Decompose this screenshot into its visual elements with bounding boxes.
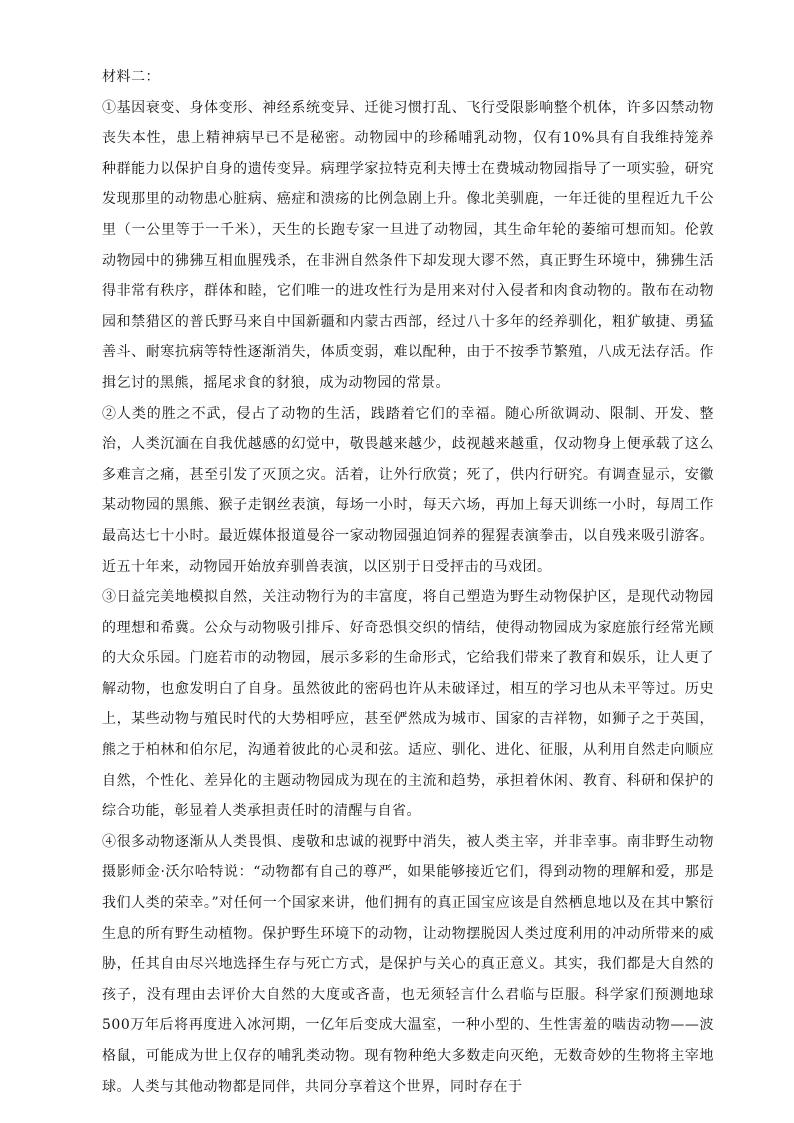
article-body bbox=[102, 62, 714, 1102]
paragraph-1: ①基因衰变、身体变形、神经系统变异、迁徙习惯打乱、飞行受限影响整个机体，许多囚禁动物丧失本性，患上精神病早已不是秘密。动物园中的珍稀哺乳动物，仅有10%具有自我维持笼养种群能力以保护自身的遗传变异。病理学家拉特克利夫博士在费城动物园指导了一项实验，研究发现那里的动物患心脏病、癌症和溃疡的比例急剧上升。像北美驯鹿，一年迁徙的里程近九千公里（一公里等于一千米），天生的长跑专家一旦进了动物园，其生命年轮的萎缩可想而知。伦敦动物园中的狒狒互相血腥残杀，在非洲自然条件下却发现大谬不然，真正野生环境中，狒狒生活得非常有秩序，群体和睦，它们唯一的进攻性行为是用来对付入侵者和肉食动物的。散布在动物园和禁猎区的普氏野马来自中国新疆和内蒙古西部，经过八十多年的经养驯化，粗犷敏捷、勇猛善斗、耐寒抗病等特性逐渐消失，体质变弱，难以配种，由于不按季节繁殖，八成无法存活。作揖乞讨的黑熊，摇尾求食的豺狼，成为动物园的常景。 bbox=[102, 99, 714, 391]
material-heading: 材料二： bbox=[102, 69, 160, 85]
paragraph-4: ④很多动物逐渐从人类畏惧、虔敬和忠诚的视野中消失，被人类主宰，并非幸事。南非野生动物摄影师金·沃尔哈特说：“动物都有自己的尊严，如果能够接近它们，得到动物的理解和爱，那是我们人类的荣幸。”对任何一个国家来讲，他们拥有的真正国宝应该是自然栖息地以及在其中繁衍生息的所有野生动植物。保护野生环境下的动物，让动物摆脱因人类过度利用的冲动所带来的威胁，任其自由尽兴地选择生存与死亡方式，是保护与关心的真正意义。其实，我们都是大自然的孩子，没有理由去评价大自然的大度或吝啬，也无须轻言什么君临与臣服。科学家们预测地球500万年后将再度进入冰河期，一亿年后变成大温室，一种小型的、生性害羞的啮齿动物——波格鼠，可能成为世上仅存的哺乳类动物。现有物种绝大多数走向灭绝，无数奇妙的生物将主宰地球。人类与其他动物都是同伴，共同分享着这个世界，同时存在于 bbox=[102, 833, 714, 1095]
paragraph-2: ②人类的胜之不武，侵占了动物的生活，践踏着它们的幸福。随心所欲调动、限制、开发、整治，人类沉湎在自我优越感的幻觉中，敬畏越来越少，歧视越来越重，仅动物身上便承载了这么多难言之痛，甚至引发了灭顶之灾。活着，让外行欣赏；死了，供内行研究。有调查显示，安徽某动物园的黑熊、猴子走钢丝表演，每场一小时，每天六场，再加上每天训练一小时，每周工作最高达七十小时。最近媒体报道曼谷一家动物园强迫饲养的猩猩表演拳击，以自残来吸引游客。近五十年来，动物园开始放弃驯兽表演，以区别于日受抨击的马戏团。 bbox=[102, 405, 714, 575]
paragraph-3: ③日益完美地模拟自然，关注动物行为的丰富度，将自己塑造为野生动物保护区，是现代动物园的理想和希冀。公众与动物吸引排斥、好奇恐惧交织的情结，使得动物园成为家庭旅行经常光顾的大众乐园。门庭若市的动物园，展示多彩的生命形式，它给我们带来了教育和娱乐，让人更了解动物，也愈发明白了自身。虽然彼此的密码也许从未破译过，相互的学习也从未平等过。历史上，某些动物与殖民时代的大势相呼应，甚至俨然成为城市、国家的吉祥物，如狮子之于英国，熊之于柏林和伯尔尼，沟通着彼此的心灵和弦。适应、驯化、进化、征服，从利用自然走向顺应自然，个性化、差异化的主题动物园成为现在的主流和趋势，承担着休闲、教育、科研和保护的综合功能，彰显着人类承担责任时的清醒与自省。 bbox=[102, 589, 714, 820]
